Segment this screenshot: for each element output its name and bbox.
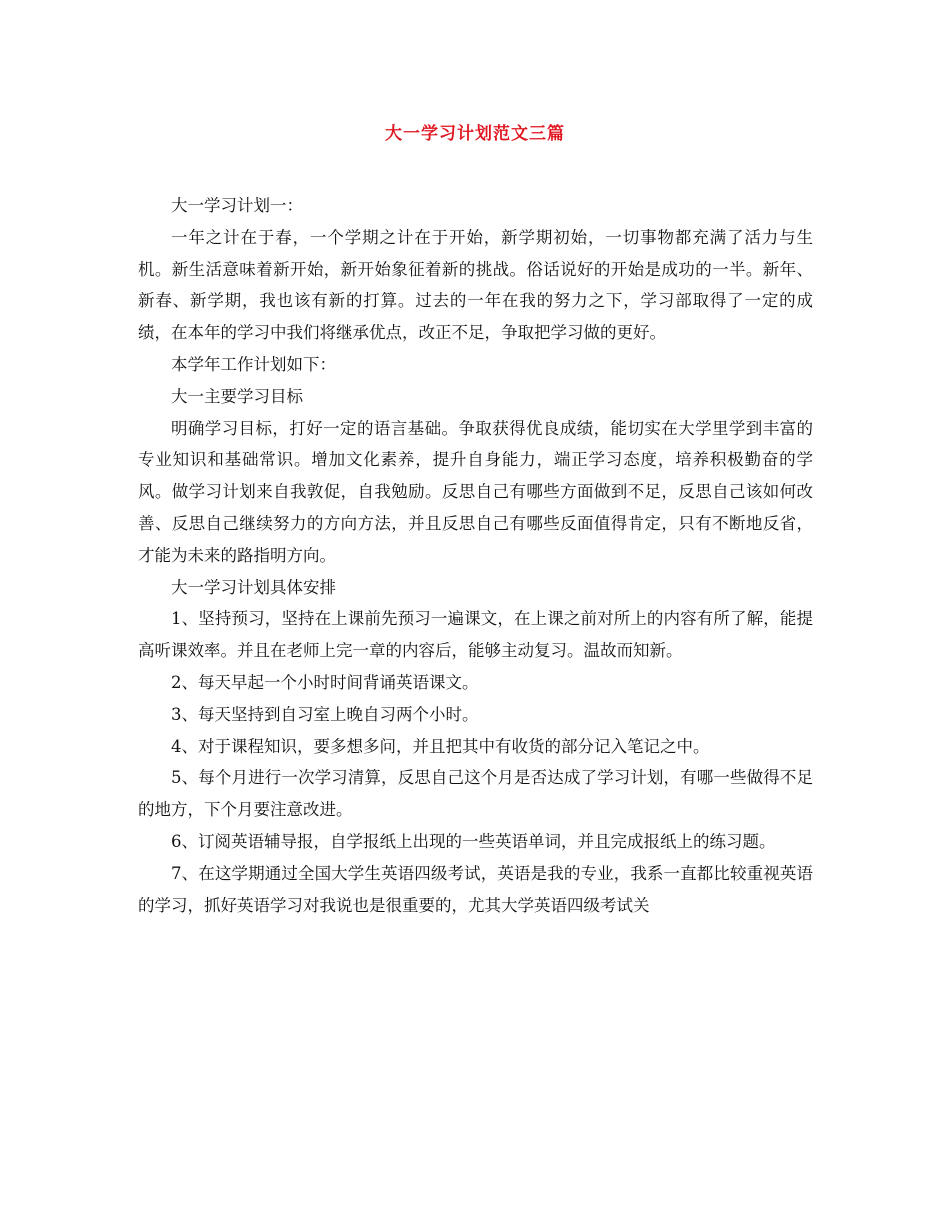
- paragraph-goals-heading: 大一主要学习目标: [171, 386, 303, 406]
- list-item-5: 5、每个月进行一次学习清算，反思自己这个月是否达成了学习计划，有哪一些做得不足的地方，下个月要注意改进。: [138, 768, 813, 820]
- list-item-6: 6、订阅英语辅导报，自学报纸上出现的一些英语单词，并且完成报纸上的练习题。: [171, 831, 776, 851]
- paragraph-plan-overview: 本学年工作计划如下：: [171, 354, 336, 374]
- paragraph-plan-one-heading: 大一学习计划一：: [171, 196, 303, 215]
- paragraph-arrangement-heading: 大一学习计划具体安排: [171, 577, 336, 597]
- list-item-1: 1、坚持预习，坚持在上课前先预习一遍课文，在上课之前对所上的内容有所了解，能提高听课效率。并且在老师上完一章的内容后，能够主动复习。温故而知新。: [138, 609, 813, 661]
- document-body: [138, 190, 813, 921]
- list-item-3: 3、每天坚持到自习室上晚自习两个小时。: [171, 704, 479, 724]
- list-item-7: 7、在这学期通过全国大学生英语四级考试，英语是我的专业，我系一直都比较重视英语的学习，抓好英语学习对我说也是很重要的，尤其大学英语四级考试关: [138, 863, 813, 915]
- list-item-4: 4、对于课程知识，要多想多问，并且把其中有收货的部分记入笔记之中。: [171, 736, 710, 756]
- paragraph-goals: 明确学习目标，打好一定的语言基础。争取获得优良成绩，能切实在大学里学到丰富的专业知识和基础常识。增加文化素养，提升自身能力，端正学习态度，培养积极勤奋的学风。做学习计划来自我敦促，自我勉励。反思自己有哪些方面做到不足，反思自己该如何改善、反思自己继续努力的方向方法，并且反思自己有哪些反面值得肯定，只有不断地反省，才能为未来的路指明方向。: [138, 418, 813, 565]
- paragraph-intro: 一年之计在于春，一个学期之计在于开始，新学期初始，一切事物都充满了活力与生机。新生活意味着新开始，新开始象征着新的挑战。俗话说好的开始是成功的一半。新年、新春、新学期，我也该有新的打算。过去的一年在我的努力之下，学习部取得了一定的成绩，在本年的学习中我们将继承优点，改正不足，争取把学习做的更好。: [138, 227, 813, 343]
- list-item-2: 2、每天早起一个小时时间背诵英语课文。: [171, 672, 479, 692]
- document-title: 大一学习计划范文三篇: [385, 124, 565, 144]
